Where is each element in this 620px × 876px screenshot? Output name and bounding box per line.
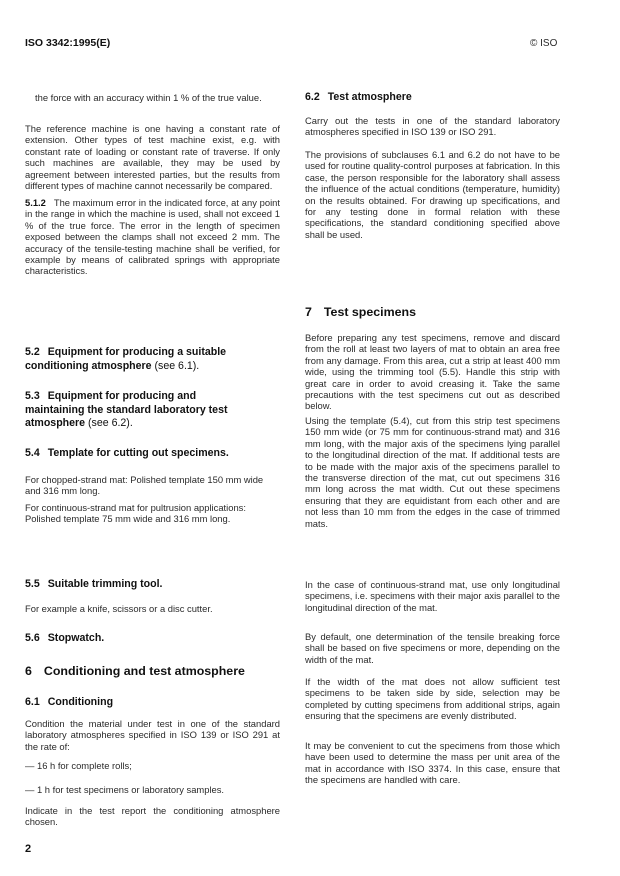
heading-number: 6 [25,664,32,678]
paragraph-before-preparing: Before preparing any test specimens, remove and discard from the roll at least two layers of mat to obtain an area free from any damage. From this area, cut a strip at least 400 mm wide, using the trimming tool (5.5). Handle this strip with great care in order to avoid creasing it. Take the same precautions with the test specimens cut out as described below. [305,332,560,412]
heading-5-3 [25,390,255,431]
heading-title: Test specimens [323,305,416,319]
heading-title: Suitable trimming tool. [47,578,163,590]
heading-5-5 [25,578,280,592]
paragraph-by-default: By default, one determination of the tensile breaking force shall be based on five specimens or more, depending on the width of the mat. [305,631,560,665]
paragraph-provisions: The provisions of subclauses 6.1 and 6.2 do not have to be used for routine quality-control purposes at fabrication. In this case, the person responsible for the laboratory shall assess the influence of the actual conditions (temperature, humidity) on the results obtained. For drawing up specifications, and for any testing done in formal relation with these specifications, the standard conditioning specified above shall be used. [305,149,560,240]
heading-ref: (see 6.1). [154,359,200,372]
heading-5-6 [25,632,280,646]
heading-number: 5.4 [25,447,40,459]
heading-6 [25,664,245,678]
heading-number: 5.6 [25,632,40,644]
heading-title: Template for cutting out specimens. [47,447,229,459]
clause-5-1-2 [25,197,280,277]
paragraph-reference-machine: The reference machine is one having a constant rate of extension. Other types of test machine exist, e.g. with constant rate of loading or constant rate of traverse. If only such machines are available, they may be used by agreement between interested parties, but the results from different types of machine cannot necessarily be compared. [25,123,280,192]
list-item-1h: — 1 h for test specimens or laboratory samples. [25,784,225,795]
copyright: © ISO [530,38,558,49]
heading-title: Equipment for producing and maintaining the standard laboratory test atmosphere [25,390,228,429]
paragraph-chopped-strand: For chopped-strand mat: Polished template 150 mm wide and 316 mm long. [25,474,264,497]
heading-5-4 [25,447,280,461]
paragraph-using-template: Using the template (5.4), cut from this strip test specimens 150 mm wide (or 75 mm for continuous-strand mat) and 316 mm long, with the major axis of the specimens lying parallel to the longitudinal direction of the mat. If additional tests are to be made with the major axis of the specimens parallel to the transverse direction of the mat, cut out specimens 316 mm long across the mat width. Cut out these specimens ensuring that they are equidistant from each other and are not less than 10 mm from the edges in the case of trimmed mats. [305,415,560,529]
heading-number: 6.1 [25,696,40,708]
clause-number: 5.1.2 [25,197,46,208]
heading-title: Test atmosphere [327,91,412,103]
heading-title: Stopwatch. [47,632,105,644]
heading-title: Conditioning [47,696,114,708]
paragraph-continuous-strand-mat: In the case of continuous-strand mat, use only longitudinal specimens, i.e. specimens with their major axis parallel to the longitudinal direction of the mat. [305,579,560,613]
document-id: ISO 3342:1995(E) [25,37,111,49]
heading-ref: (see 6.2). [88,417,133,429]
heading-number: 6.2 [305,91,320,103]
heading-number: 5.3 [25,390,40,402]
clause-text: The maximum error in the indicated force, at any point in the range in which the machine is used, shall not exceed 1 % of the true force. The error in the length of specimen exposed between the clamps shall not exceed 2 mm. The accuracy of the tensile-testing machine shall be verified, for example by means of calibrated springs with appropriate characteristics. [25,197,280,277]
paragraph-carry-out: Carry out the tests in one of the standard laboratory atmospheres specified in ISO 139 or ISO 291. [305,115,560,138]
heading-6-2 [305,91,560,105]
heading-title: Conditioning and test atmosphere [43,664,245,678]
paragraph-force-accuracy: the force with an accuracy within 1 % of the true value. [35,92,262,103]
heading-7 [305,305,416,319]
list-item-16h: — 16 h for complete rolls; [25,760,132,771]
paragraph-convenient: It may be convenient to cut the specimens from those which have been used to determine the mass per unit area of the mat in accordance with ISO 3374. In this case, ensure that the specimens are handled with care. [305,740,560,786]
heading-6-1 [25,696,280,710]
paragraph-condition: Condition the material under test in one of the standard laboratory atmospheres specified in ISO 139 or ISO 291 at the rate of: [25,718,280,752]
paragraph-mat-width: If the width of the mat does not allow sufficient test specimens to be taken side by side, selection may be completed by cutting specimens from additional strips, again ensuring that the specimens are evenly distributed. [305,676,560,722]
heading-number: 5.2 [25,346,40,358]
paragraph-trimming-examples: For example a knife, scissors or a disc cutter. [25,603,213,614]
paragraph-continuous-strand: For continuous-strand mat for pultrusion applications: Polished template 75 mm wide and 316 mm long. [25,502,246,525]
heading-number: 5.5 [25,578,40,590]
heading-number: 7 [305,305,312,319]
page-number: 2 [25,843,32,855]
paragraph-indicate: Indicate in the test report the conditioning atmosphere chosen. [25,805,280,828]
heading-title: Equipment for producing a suitable conditioning atmosphere [25,346,227,372]
heading-5-2 [25,346,280,373]
